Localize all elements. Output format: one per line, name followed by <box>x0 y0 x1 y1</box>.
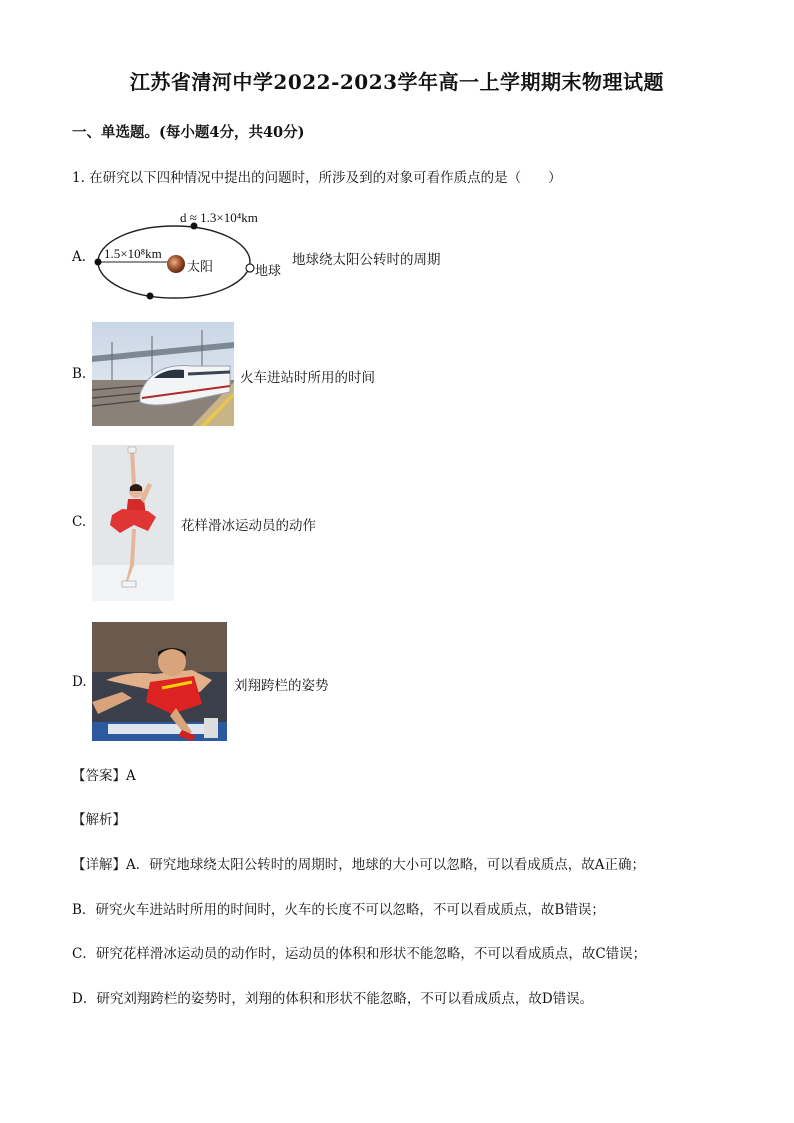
option-d-label: D. <box>72 674 87 690</box>
section-heading: 一、单选题。(每小题4分，共40分) <box>72 124 305 141</box>
document-title: 江苏省清河中学2022-2023学年高一上学期期末物理试题 <box>129 70 665 94</box>
option-b-text: 火车进站时所用的时间 <box>240 370 375 386</box>
hurdler-photo <box>92 622 227 741</box>
planet-dot-left <box>95 259 102 266</box>
radius-label: 1.5×10⁸km <box>104 246 162 261</box>
sun-label: 太阳 <box>187 259 214 274</box>
option-a-text: 地球绕太阳公转时的周期 <box>292 252 441 268</box>
skater-photo <box>92 445 174 601</box>
answer-line <box>72 764 136 784</box>
detail-line-c: C．研究花样滑冰运动员的动作时，运动员的体积和形状不能忽略，不可以看成质点，故C错误； <box>72 946 647 962</box>
option-c-text: 花样滑冰运动员的动作 <box>181 518 316 534</box>
answer-value: A <box>126 768 136 784</box>
analysis-label: 【解析】 <box>72 812 126 828</box>
option-b-label: B. <box>72 366 87 382</box>
earth-label: 地球 <box>255 263 282 278</box>
detail-line-b: B．研究火车进站时所用的时间时，火车的长度不可以忽略，不可以看成质点，故B错误； <box>72 902 605 918</box>
train-photo <box>92 322 234 426</box>
distance-label: d ≈ 1.3×10⁴km <box>180 210 258 225</box>
orbit-diagram <box>92 204 292 308</box>
option-d-text: 刘翔跨栏的姿势 <box>234 678 329 694</box>
option-c-label: C. <box>72 514 87 530</box>
planet-dot-bottom <box>147 293 154 300</box>
option-a-label: A. <box>72 249 87 265</box>
question-stem: 1. 在研究以下四种情况中提出的问题时，所涉及到的对象可看作质点的是（ ） <box>72 170 562 186</box>
detail-line-a: 【详解】A．研究地球绕太阳公转时的周期时，地球的大小可以忽略，可以看成质点，故A正确； <box>72 857 645 873</box>
detail-line-d: D．研究刘翔跨栏的姿势时，刘翔的体积和形状不能忽略，不可以看成质点，故D错误。 <box>72 991 594 1007</box>
earth-icon <box>246 264 254 272</box>
answer-label: 【答案】 <box>72 768 126 784</box>
sun-icon <box>167 255 185 273</box>
